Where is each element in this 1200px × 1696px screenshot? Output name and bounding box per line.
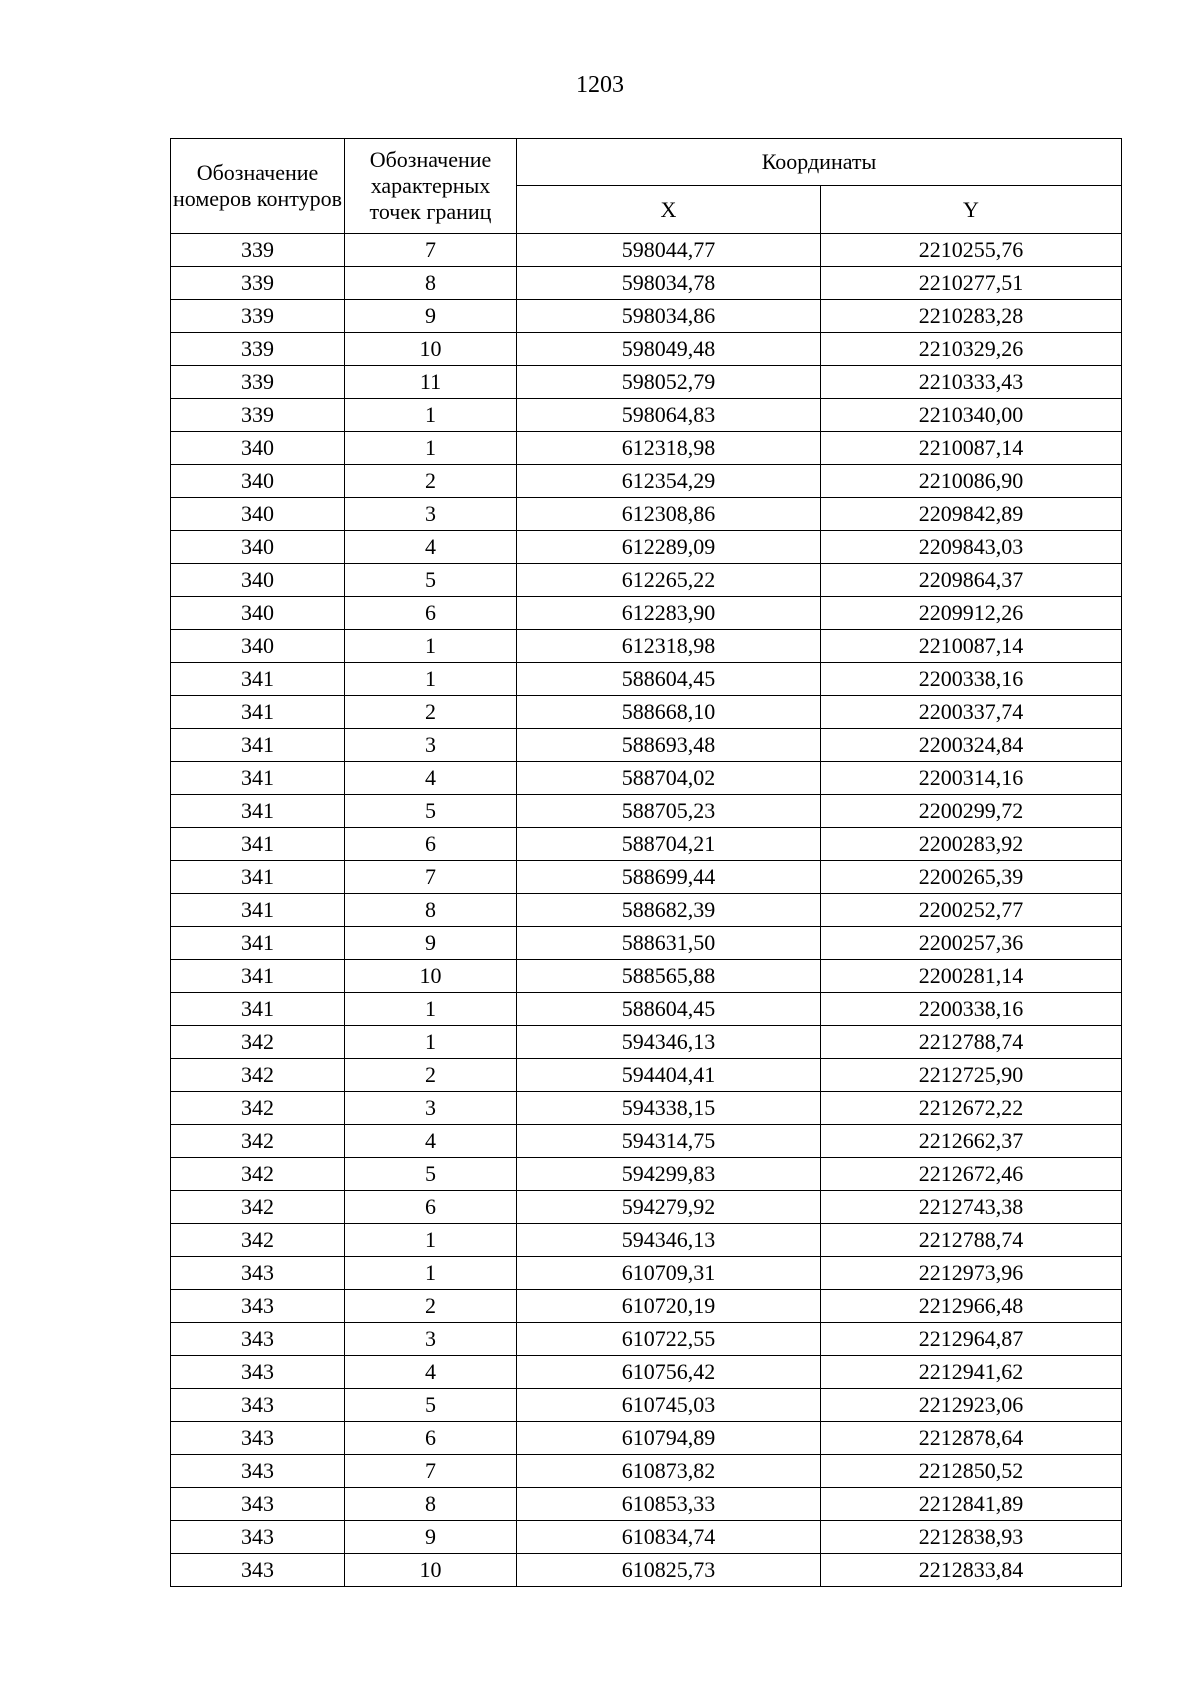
table-row — [171, 1257, 1122, 1290]
cell-contour-number: 339 — [171, 333, 345, 366]
cell-point-number: 9 — [345, 300, 517, 333]
cell-y: 2200257,36 — [821, 927, 1122, 960]
cell-y: 2200281,14 — [821, 960, 1122, 993]
cell-contour-number: 341 — [171, 993, 345, 1026]
cell-x: 612318,98 — [517, 432, 821, 465]
cell-y: 2200299,72 — [821, 795, 1122, 828]
cell-y: 2212788,74 — [821, 1224, 1122, 1257]
cell-y: 2210086,90 — [821, 465, 1122, 498]
cell-point-number: 8 — [345, 894, 517, 927]
cell-x: 610720,19 — [517, 1290, 821, 1323]
cell-point-number: 10 — [345, 333, 517, 366]
table-row — [171, 399, 1122, 432]
cell-y: 2200283,92 — [821, 828, 1122, 861]
cell-point-number: 6 — [345, 597, 517, 630]
table-row — [171, 1488, 1122, 1521]
cell-y: 2210087,14 — [821, 630, 1122, 663]
table-row — [171, 1059, 1122, 1092]
table-row — [171, 993, 1122, 1026]
table-row — [171, 861, 1122, 894]
cell-point-number: 1 — [345, 1224, 517, 1257]
cell-contour-number: 341 — [171, 762, 345, 795]
cell-y: 2210277,51 — [821, 267, 1122, 300]
table-row — [171, 564, 1122, 597]
cell-point-number: 10 — [345, 1554, 517, 1587]
cell-point-number: 2 — [345, 696, 517, 729]
cell-contour-number: 340 — [171, 564, 345, 597]
cell-x: 610756,42 — [517, 1356, 821, 1389]
cell-y: 2200324,84 — [821, 729, 1122, 762]
table-row — [171, 696, 1122, 729]
header-coordinates: Координаты — [517, 139, 1122, 186]
cell-contour-number: 342 — [171, 1191, 345, 1224]
cell-x: 594338,15 — [517, 1092, 821, 1125]
table-row — [171, 894, 1122, 927]
table-row — [171, 267, 1122, 300]
cell-point-number: 4 — [345, 1125, 517, 1158]
cell-point-number: 3 — [345, 1092, 517, 1125]
cell-y: 2212973,96 — [821, 1257, 1122, 1290]
cell-point-number: 1 — [345, 432, 517, 465]
cell-contour-number: 342 — [171, 1092, 345, 1125]
cell-contour-number: 342 — [171, 1125, 345, 1158]
cell-x: 612283,90 — [517, 597, 821, 630]
cell-point-number: 6 — [345, 1191, 517, 1224]
table-row — [171, 630, 1122, 663]
table-row — [171, 1521, 1122, 1554]
cell-point-number: 7 — [345, 234, 517, 267]
cell-contour-number: 342 — [171, 1224, 345, 1257]
cell-contour-number: 340 — [171, 432, 345, 465]
table-row — [171, 1290, 1122, 1323]
cell-point-number: 9 — [345, 1521, 517, 1554]
cell-point-number: 1 — [345, 993, 517, 1026]
cell-point-number: 1 — [345, 1026, 517, 1059]
table-row — [171, 531, 1122, 564]
cell-y: 2200265,39 — [821, 861, 1122, 894]
cell-contour-number: 339 — [171, 267, 345, 300]
cell-y: 2212878,64 — [821, 1422, 1122, 1455]
cell-x: 594314,75 — [517, 1125, 821, 1158]
cell-x: 610873,82 — [517, 1455, 821, 1488]
cell-point-number: 10 — [345, 960, 517, 993]
cell-x: 588704,02 — [517, 762, 821, 795]
cell-point-number: 1 — [345, 399, 517, 432]
cell-y: 2212923,06 — [821, 1389, 1122, 1422]
cell-y: 2210340,00 — [821, 399, 1122, 432]
cell-point-number: 1 — [345, 630, 517, 663]
cell-x: 610722,55 — [517, 1323, 821, 1356]
cell-x: 588565,88 — [517, 960, 821, 993]
table-row — [171, 465, 1122, 498]
table-row — [171, 663, 1122, 696]
table-row — [171, 1026, 1122, 1059]
cell-contour-number: 339 — [171, 300, 345, 333]
cell-x: 594279,92 — [517, 1191, 821, 1224]
cell-y: 2212788,74 — [821, 1026, 1122, 1059]
cell-contour-number: 341 — [171, 696, 345, 729]
cell-point-number: 6 — [345, 1422, 517, 1455]
page-number: 1203 — [576, 72, 624, 98]
cell-contour-number: 343 — [171, 1356, 345, 1389]
cell-y: 2200314,16 — [821, 762, 1122, 795]
cell-contour-number: 341 — [171, 927, 345, 960]
cell-point-number: 5 — [345, 1158, 517, 1191]
cell-point-number: 2 — [345, 1059, 517, 1092]
cell-contour-number: 343 — [171, 1455, 345, 1488]
table-row — [171, 1554, 1122, 1587]
table-row — [171, 597, 1122, 630]
cell-point-number: 8 — [345, 1488, 517, 1521]
cell-y: 2212841,89 — [821, 1488, 1122, 1521]
table-row — [171, 1125, 1122, 1158]
cell-point-number: 1 — [345, 663, 517, 696]
cell-x: 598044,77 — [517, 234, 821, 267]
cell-x: 594346,13 — [517, 1224, 821, 1257]
cell-x: 598034,78 — [517, 267, 821, 300]
cell-contour-number: 343 — [171, 1554, 345, 1587]
cell-contour-number: 340 — [171, 465, 345, 498]
cell-contour-number: 342 — [171, 1158, 345, 1191]
cell-y: 2212941,62 — [821, 1356, 1122, 1389]
cell-point-number: 3 — [345, 1323, 517, 1356]
cell-y: 2210283,28 — [821, 300, 1122, 333]
table-row — [171, 1455, 1122, 1488]
cell-y: 2212662,37 — [821, 1125, 1122, 1158]
cell-contour-number: 341 — [171, 729, 345, 762]
table-row — [171, 960, 1122, 993]
cell-point-number: 2 — [345, 465, 517, 498]
table-row — [171, 1323, 1122, 1356]
cell-contour-number: 340 — [171, 498, 345, 531]
cell-y: 2212964,87 — [821, 1323, 1122, 1356]
cell-contour-number: 343 — [171, 1290, 345, 1323]
cell-contour-number: 341 — [171, 795, 345, 828]
table-row — [171, 366, 1122, 399]
table-row — [171, 1356, 1122, 1389]
table-row — [171, 333, 1122, 366]
cell-contour-number: 341 — [171, 663, 345, 696]
table-row — [171, 1422, 1122, 1455]
cell-contour-number: 340 — [171, 531, 345, 564]
cell-y: 2209842,89 — [821, 498, 1122, 531]
cell-y: 2200338,16 — [821, 663, 1122, 696]
cell-point-number: 7 — [345, 861, 517, 894]
cell-contour-number: 340 — [171, 630, 345, 663]
cell-x: 594346,13 — [517, 1026, 821, 1059]
table-row — [171, 1158, 1122, 1191]
cell-x: 610834,74 — [517, 1521, 821, 1554]
cell-x: 588704,21 — [517, 828, 821, 861]
cell-x: 588631,50 — [517, 927, 821, 960]
table-row — [171, 729, 1122, 762]
cell-x: 594404,41 — [517, 1059, 821, 1092]
cell-contour-number: 341 — [171, 828, 345, 861]
cell-point-number: 9 — [345, 927, 517, 960]
cell-y: 2212850,52 — [821, 1455, 1122, 1488]
cell-x: 598064,83 — [517, 399, 821, 432]
cell-y: 2200338,16 — [821, 993, 1122, 1026]
cell-x: 610853,33 — [517, 1488, 821, 1521]
cell-contour-number: 342 — [171, 1026, 345, 1059]
cell-point-number: 11 — [345, 366, 517, 399]
cell-point-number: 1 — [345, 1257, 517, 1290]
cell-contour-number: 341 — [171, 960, 345, 993]
table-header — [171, 139, 1122, 234]
cell-x: 612318,98 — [517, 630, 821, 663]
table-row — [171, 1191, 1122, 1224]
table-row — [171, 1224, 1122, 1257]
table-row — [171, 795, 1122, 828]
cell-contour-number: 343 — [171, 1323, 345, 1356]
header-y: Y — [821, 186, 1122, 234]
cell-y: 2209912,26 — [821, 597, 1122, 630]
table-row — [171, 1389, 1122, 1422]
cell-x: 588604,45 — [517, 993, 821, 1026]
cell-x: 588682,39 — [517, 894, 821, 927]
cell-x: 598052,79 — [517, 366, 821, 399]
cell-x: 610794,89 — [517, 1422, 821, 1455]
cell-contour-number: 342 — [171, 1059, 345, 1092]
table-row — [171, 498, 1122, 531]
cell-x: 598034,86 — [517, 300, 821, 333]
cell-x: 610709,31 — [517, 1257, 821, 1290]
table-row — [171, 432, 1122, 465]
cell-point-number: 5 — [345, 1389, 517, 1422]
cell-x: 612289,09 — [517, 531, 821, 564]
cell-contour-number: 340 — [171, 597, 345, 630]
cell-point-number: 2 — [345, 1290, 517, 1323]
cell-x: 588699,44 — [517, 861, 821, 894]
cell-contour-number: 343 — [171, 1257, 345, 1290]
table-row — [171, 828, 1122, 861]
cell-y: 2212833,84 — [821, 1554, 1122, 1587]
cell-y: 2210255,76 — [821, 234, 1122, 267]
table-row — [171, 234, 1122, 267]
cell-x: 612308,86 — [517, 498, 821, 531]
cell-point-number: 7 — [345, 1455, 517, 1488]
cell-point-number: 5 — [345, 795, 517, 828]
cell-y: 2210087,14 — [821, 432, 1122, 465]
table-body — [171, 234, 1122, 1587]
cell-contour-number: 343 — [171, 1521, 345, 1554]
cell-x: 598049,48 — [517, 333, 821, 366]
cell-point-number: 4 — [345, 531, 517, 564]
cell-contour-number: 343 — [171, 1389, 345, 1422]
cell-x: 612265,22 — [517, 564, 821, 597]
cell-y: 2200252,77 — [821, 894, 1122, 927]
cell-y: 2200337,74 — [821, 696, 1122, 729]
cell-contour-number: 339 — [171, 234, 345, 267]
cell-point-number: 5 — [345, 564, 517, 597]
coordinates-table — [170, 138, 1122, 1587]
cell-x: 594299,83 — [517, 1158, 821, 1191]
table-row — [171, 300, 1122, 333]
cell-y: 2210333,43 — [821, 366, 1122, 399]
cell-contour-number: 343 — [171, 1488, 345, 1521]
cell-contour-number: 339 — [171, 399, 345, 432]
cell-point-number: 4 — [345, 762, 517, 795]
cell-x: 610745,03 — [517, 1389, 821, 1422]
cell-contour-number: 343 — [171, 1422, 345, 1455]
table-row — [171, 927, 1122, 960]
cell-x: 588604,45 — [517, 663, 821, 696]
cell-x: 588705,23 — [517, 795, 821, 828]
table-row — [171, 1092, 1122, 1125]
cell-x: 612354,29 — [517, 465, 821, 498]
header-boundary-point: Обозначение характерных точек границ — [345, 139, 517, 234]
cell-point-number: 4 — [345, 1356, 517, 1389]
cell-point-number: 8 — [345, 267, 517, 300]
cell-y: 2212838,93 — [821, 1521, 1122, 1554]
cell-contour-number: 339 — [171, 366, 345, 399]
header-contour-number: Обозначение номеров контуров — [171, 139, 345, 234]
cell-y: 2212966,48 — [821, 1290, 1122, 1323]
cell-y: 2212672,22 — [821, 1092, 1122, 1125]
cell-y: 2212743,38 — [821, 1191, 1122, 1224]
cell-contour-number: 341 — [171, 894, 345, 927]
cell-y: 2209864,37 — [821, 564, 1122, 597]
cell-contour-number: 341 — [171, 861, 345, 894]
cell-y: 2210329,26 — [821, 333, 1122, 366]
cell-point-number: 3 — [345, 498, 517, 531]
header-x: X — [517, 186, 821, 234]
cell-x: 588693,48 — [517, 729, 821, 762]
cell-y: 2209843,03 — [821, 531, 1122, 564]
cell-x: 588668,10 — [517, 696, 821, 729]
cell-x: 610825,73 — [517, 1554, 821, 1587]
cell-y: 2212725,90 — [821, 1059, 1122, 1092]
cell-point-number: 3 — [345, 729, 517, 762]
table-row — [171, 762, 1122, 795]
cell-point-number: 6 — [345, 828, 517, 861]
cell-y: 2212672,46 — [821, 1158, 1122, 1191]
